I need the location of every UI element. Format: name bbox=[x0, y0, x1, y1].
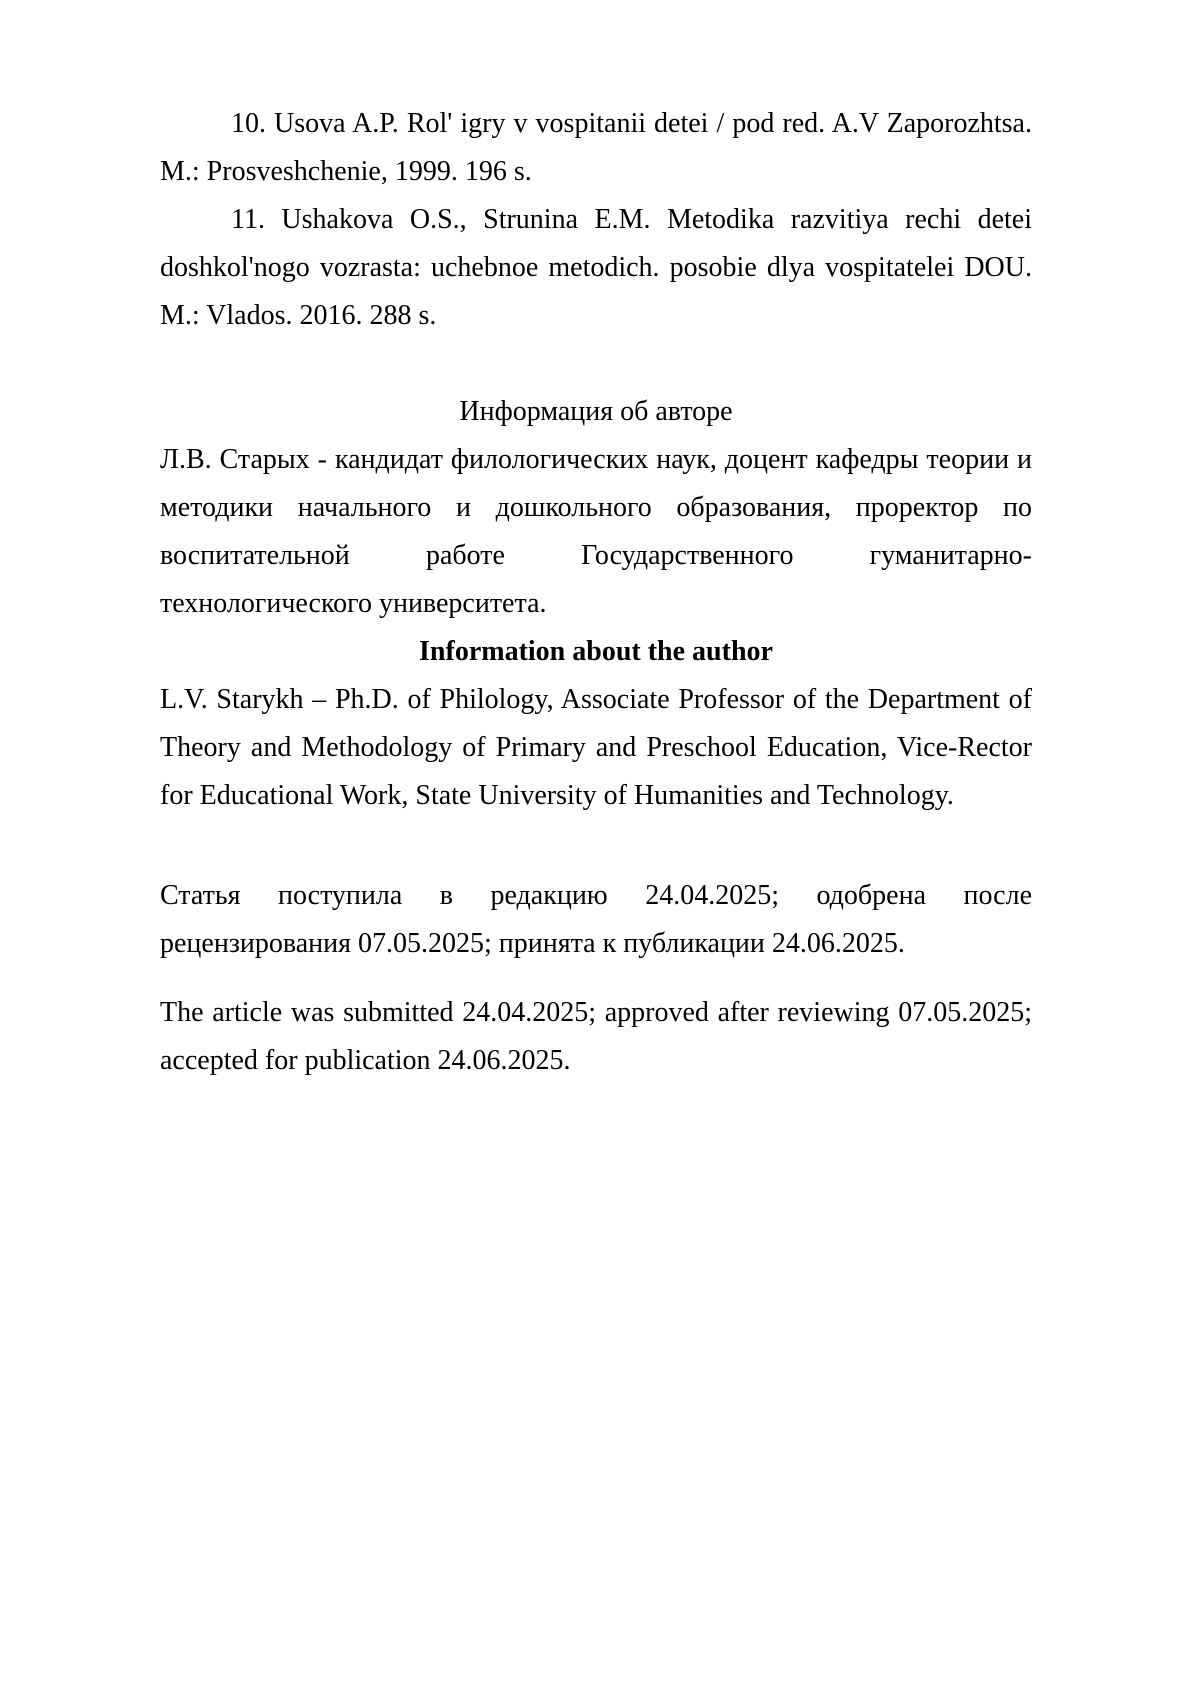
author-info-ru-heading: Информация об авторе bbox=[459, 396, 733, 427]
submission-dates-en: The article was submitted 24.04.2025; approved after reviewing 07.05.2025; accepted for publication 24.06.2025. bbox=[160, 997, 1032, 1076]
reference-item-10: 10. Usova A.P. Rol' igry v vospitanii detei / pod red. A.V Zaporozhtsa. M.: Prosveshchenie, 1999. 196 s. bbox=[160, 108, 1032, 187]
submission-dates-ru: Статья поступила в редакцию 24.04.2025; одобрена после рецензирования 07.05.2025; принята к публикации 24.06.2025. bbox=[160, 880, 1032, 959]
author-info-ru-body: Л.В. Старых - кандидат филологических наук, доцент кафедры теории и методики начального и дошкольного образования, проректор по воспитательной работе Государственного гуманитарно-технологического университета. bbox=[160, 444, 1032, 619]
author-info-en-body: L.V. Starykh – Ph.D. of Philology, Associate Professor of the Department of Theory and Methodology of Primary and Preschool Education, Vice-Rector for Educational Work, State University of Humanities and Technology. bbox=[160, 684, 1032, 811]
author-info-en-heading: Information about the author bbox=[419, 636, 773, 667]
reference-item-11: 11. Ushakova O.S., Strunina E.M. Metodika razvitiya rechi detei doshkol'nogo vozrasta: uchebnoe metodich. posobie dlya vospitatelei DOU. M.: Vlados. 2016. 288 s. bbox=[160, 204, 1032, 331]
